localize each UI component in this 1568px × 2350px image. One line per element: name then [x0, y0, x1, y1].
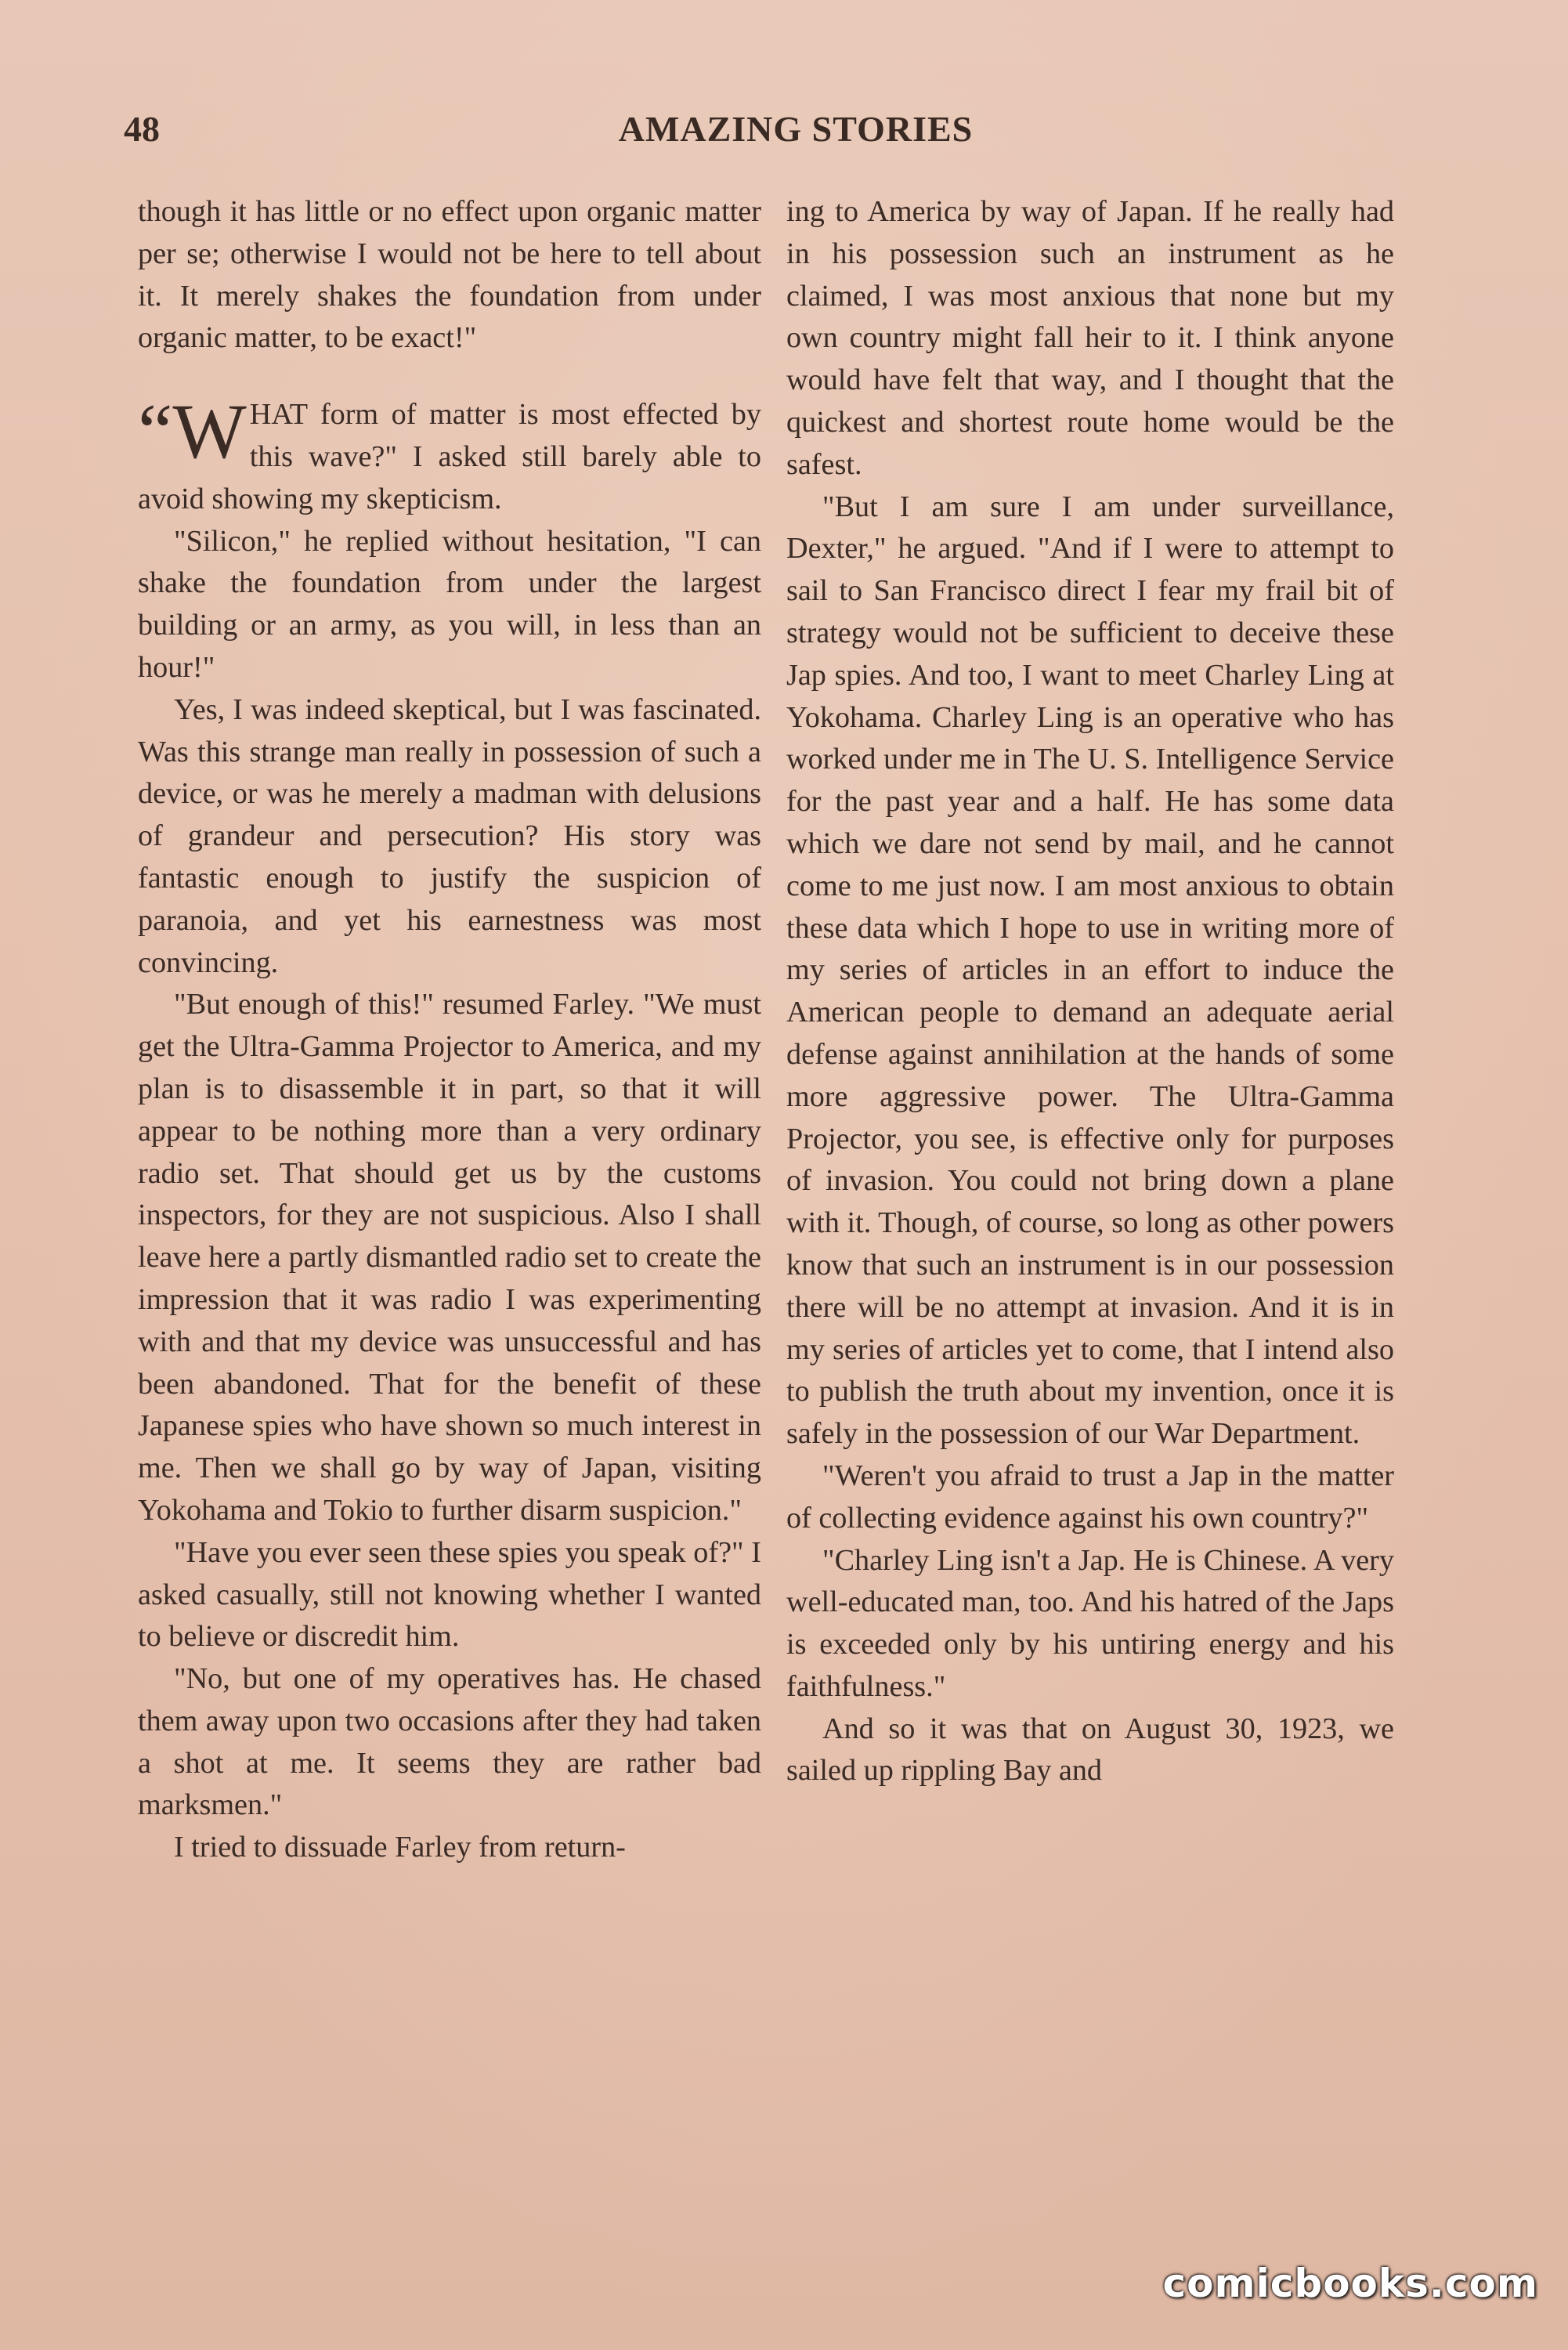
dropcap-paragraph [138, 388, 761, 520]
running-head: AMAZING STORIES [618, 109, 974, 149]
left-column [138, 191, 761, 1869]
paragraph: though it has little or no effect upon organic matter per se; otherwise I would not be here to tell about it. It merely shakes the foundation from under organic matter, to be exact!" [138, 195, 761, 355]
paragraph: "Silicon," he replied without hesitation, "I can shake the foundation from under the largest building or an army, as you will, in less than an hour!" [138, 524, 761, 684]
paragraph: ing to America by way of Japan. If he really had in his possession such an instrument as he claimed, I was most anxious that none but my own country might fall heir to it. I think anyone would have felt that way, and I thought that the quickest and shortest route home would be the safest. [786, 195, 1394, 481]
paragraph: "But enough of this!" resumed Farley. "We must get the Ultra-Gamma Projector to America, and my plan is to disassemble it in part, so that it will appear to be nothing more than a very ordinary radio set. That should get us by the customs inspectors, for they are not suspicious. Also I shall leave here a partly dismantled radio set to create the impression that it was radio I was experimenting with and that my device was unsuccessful and has been abandoned. That for the benefit of these Japanese spies who have shown so much interest in me. Then we shall go by way of Japan, visiting Yokohama and Tokio to further disarm suspicion." [138, 988, 761, 1527]
right-column [786, 191, 1394, 1792]
drop-cap: “W [138, 388, 247, 475]
paragraph: "Have you ever seen these spies you speak of?" I asked casually, still not knowing whether I wanted to believe or discredit him. [138, 1535, 761, 1654]
page-header [0, 108, 1568, 155]
paragraph: "No, but one of my operatives has. He chased them away upon two occasions after they had taken a shot at me. It seems they are rather bad marksmen." [138, 1662, 761, 1822]
paragraph: "Charley Ling isn't a Jap. He is Chinese. A very well-educated man, too. And his hatred of the Japs is exceeded only by his untiring energy and his faithfulness." [786, 1543, 1394, 1703]
paragraph: "But I am sure I am under surveillance, Dexter," he argued. "And if I were to attempt to sail to San Francisco direct I fear my frail bit of strategy would not be sufficient to deceive these Jap spies. And too, I want to meet Charley Ling at Yokohama. Charley Ling is an operative who has worked under me in The U. S. Intelligence Service for the past year and a half. He has some data which we dare not send by mail, and he cannot come to me just now. I am most anxious to obtain these data which I hope to use in writing more of my series of articles in an effort to induce the American people to demand an adequate aerial defense against annihilation at the hands of some more aggressive power. The Ultra-Gamma Projector, you see, is effective only for purposes of invasion. You could not bring down a plane with it. Though, of course, so long as other powers know that such an instrument is in our possession there will be no attempt at invasion. And it is in my series of articles yet to come, that I intend also to publish the truth about my invention, once it is safely in the possession of our War Department. [786, 490, 1394, 1451]
paragraph: Yes, I was indeed skeptical, but I was fascinated. Was this strange man really in possession of such a device, or was he merely a madman with delusions of grandeur and persecution? His story was fantastic enough to justify the suspicion of paranoia, and yet his earnestness was most convincing. [138, 692, 761, 979]
source-watermark: comicbooks.com [1162, 2261, 1538, 2306]
paragraph: I tried to dissuade Farley from return- [174, 1831, 626, 1864]
paragraph: And so it was that on August 30, 1923, we sailed up rippling Bay and [786, 1712, 1394, 1788]
paragraph: "Weren't you afraid to trust a Jap in the matter of collecting evidence against his own country?" [786, 1459, 1394, 1535]
paragraph-text: HAT form of matter is most effected by this wave?" I asked still barely able to avoid showing my skepticism. [138, 398, 761, 515]
page-number: 48 [124, 109, 160, 149]
